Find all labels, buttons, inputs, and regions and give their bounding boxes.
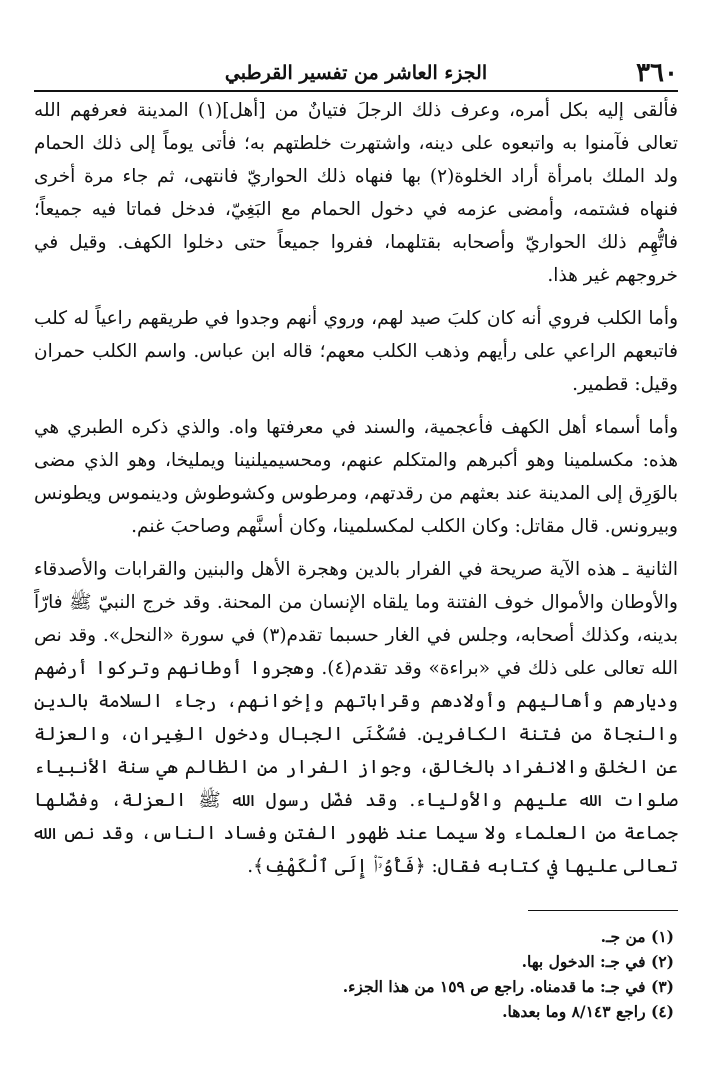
footnote: (٢) في جـ: الدخول بها.: [521, 952, 674, 971]
footnote-rule: [528, 910, 678, 911]
page-header: [28, 52, 684, 92]
footnotes: [34, 924, 678, 1024]
page-number: ٣٦٠: [636, 58, 678, 88]
paragraph: فألقى إليه بكل أمره، وعرف ذلك الرجلَ فتيانٌ من [أهل](١) المدينة فعرفهم الله تعالى فآمنوا به واتبعوه على دينه، واشتهرت خلطتهم به؛ فأتى يوماً إلى ذلك الحمام ولد الملك بامرأة أراد الخلوة(٢) بها فنهاه ذلك الحواريّ فانتهى، ثم جاء مرة أخرى فنهاه فشتمه، وأمضى عزمه في دخول الحمام مع البَغِيّ، فدخل فماتا فيه جميعاً؛ فاتُّهِم ذلك الحواريّ وأصحابه بقتلهما، ففروا جميعاً حتى دخلوا الكهف. وقيل في خروجهم غير هذا.: [34, 100, 679, 286]
body-text: [34, 94, 678, 893]
paragraph: وأما الكلب فروي أنه كان كلبَ صيد لهم، وروي أنهم وجدوا في طريقهم راعياً له كلب فاتبعهم الراعي على رأيهم وذهب الكلب معهم؛ قاله ابن عباس. واسم الكلب حمران وقيل: قطمير.: [34, 308, 678, 395]
paragraph: الثانية ـ هذه الآية صريحة في الفرار بالدين وهجرة الأهل والبنين والقرابات والأصدقاء والأوطان والأموال خوف الفتنة وما يلقاه الإنسان من المحنة. وقد خرج النبيّ ﷺ فارّاً بدينه، وكذلك أصحابه، وجلس في الغار حسبما تقدم(٣) في سورة «النحل». وقد نص الله تعالى على ذلك في «براءة» وقد تقدم(٤). وهجروا أوطانهم وتركوا أرضهم وديارهم وأهاليهم وأولادهم وقراباتهم وإخوانهم، رجاء السلامة بالدين والنجاة من فتنة الكافرين. فسُكْنَى الجبال ودخول الغِيران، والعزلة عن الخلق والانفراد بالخالق، وجواز الفرار من الظالم هي سنة الأنبياء صلوات الله عليهم والأولياء. وقد فضّل رسول الله ﷺ العزلة، وفضّلها جماعة من العلماء ولا سيما عند ظهور الفتن وفساد الناس، وقد نص الله تعالى عليها في كتابه فقال: ﴿فَأْوُۥٓا۟ إِلَى ٱلْكَهْفِ﴾.: [34, 559, 678, 877]
header-rule: [34, 90, 678, 92]
footnote: (٤) راجع ٨/١٤٣ وما بعدها.: [502, 1002, 674, 1021]
footnote: (١) من جـ.: [600, 927, 674, 946]
running-title: الجزء العاشر من تفسير القرطبي: [224, 62, 488, 84]
footnote: (٣) في جـ: ما قدمناه. راجع ص ١٥٩ من هذا الجزء.: [342, 977, 674, 996]
paragraph: وأما أسماء أهل الكهف فأعجمية، والسند في معرفتها واه. والذي ذكره الطبري هي هذه: مكسلمينا وهو أكبرهم والمتكلم عنهم، ومحسيميلنينا ويمليخا، وهو الذي مضى بالوَرِق إلى المدينة عند بعثهم من رقدتهم، ومرطوس وكشوطوش ودينموس ويطونس وبيرونس. قال مقاتل: وكان الكلب لمكسلمينا، وكان أسنَّهم وصاحبَ غنم.: [34, 417, 678, 537]
